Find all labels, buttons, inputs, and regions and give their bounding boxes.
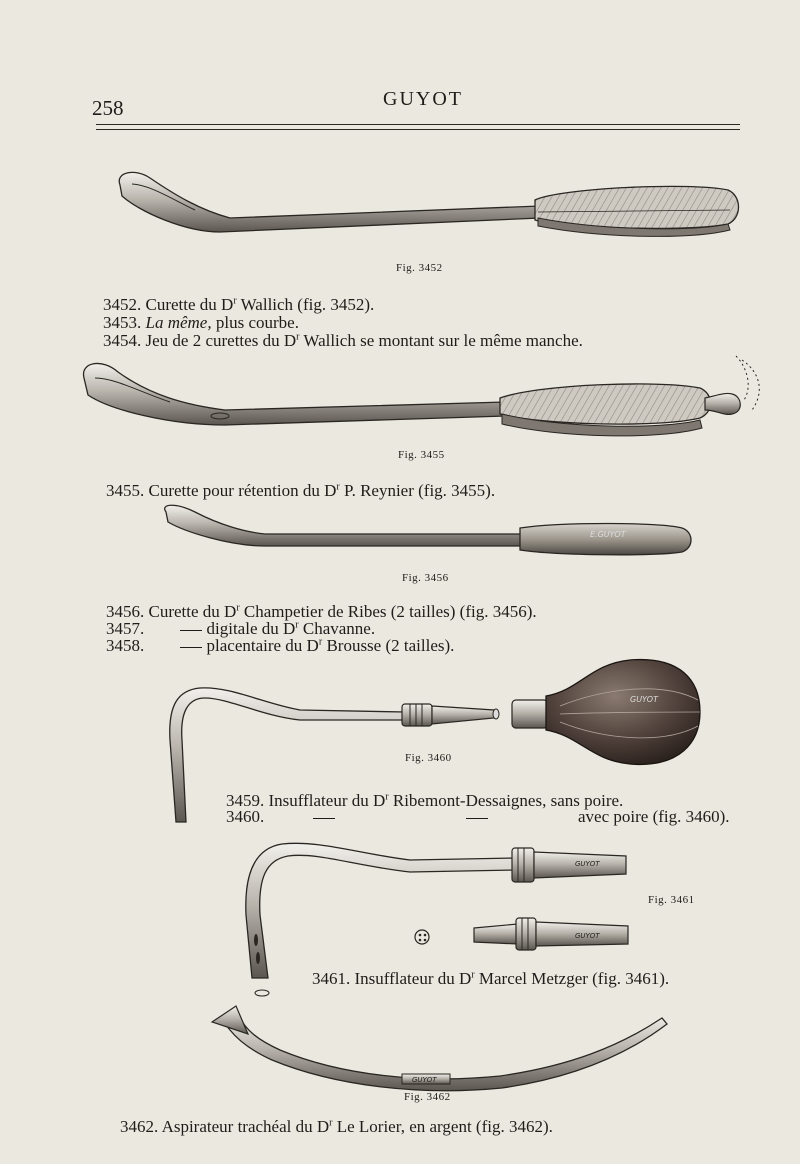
entry-text: Le Lorier, en argent (fig. 3462). (332, 1117, 553, 1136)
entry-text: Curette du D (145, 295, 234, 314)
entry-sup: r (336, 481, 340, 493)
entry-text: Ribemont-Dessaignes, sans poire. (388, 791, 624, 810)
entry-number: 3456. (106, 602, 145, 621)
entry-number: 3460. (226, 807, 265, 826)
entry-3452 (103, 296, 374, 313)
entry-number: 3457. (106, 619, 145, 638)
entry-3457 (106, 620, 375, 637)
entry-number: 3462. (120, 1117, 159, 1136)
fig-3452-drawing (119, 172, 738, 236)
entry-sup: r (385, 791, 389, 803)
running-head: GUYOT (383, 88, 463, 110)
entry-3456 (106, 603, 537, 620)
ditto-dash (180, 647, 202, 648)
entry-3453 (103, 314, 299, 331)
entry-sup: r (329, 1117, 333, 1129)
entry-sup: r (233, 295, 237, 307)
fig-3460-caption: Fig. 3460 (405, 752, 452, 764)
fig-3456-caption: Fig. 3456 (402, 572, 449, 584)
fig-3462-caption: Fig. 3462 (404, 1091, 451, 1103)
entry-text: Wallich (fig. 3452). (236, 295, 375, 314)
entry-3462 (120, 1118, 553, 1135)
fig-3461-brand-1: GUYOT (575, 860, 600, 868)
entry-3460 (226, 808, 264, 825)
fig-3462-drawing (212, 1006, 667, 1091)
entry-3455 (106, 482, 495, 499)
entry-text: Brousse (2 tailles). (322, 636, 455, 655)
entry-text: placentaire du D (206, 636, 319, 655)
entry-number: 3461. (312, 969, 351, 988)
fig-3455-drawing (84, 356, 760, 436)
entry-text: Aspirateur trachéal du D (161, 1117, 330, 1136)
entry-number: 3453. (103, 313, 142, 332)
entry-text: Curette pour rétention du D (148, 481, 337, 500)
entry-italic: La même, (145, 313, 212, 332)
entry-number: 3452. (103, 295, 142, 314)
entry-text: Insufflateur du D (354, 969, 472, 988)
entry-number: 3458. (106, 636, 145, 655)
fig-3456-drawing (165, 505, 691, 555)
entry-text: Chavanne. (298, 619, 376, 638)
entry-3459 (226, 792, 623, 809)
entry-text: Curette du D (148, 602, 237, 621)
fig-3462-brand: GUYOT (412, 1076, 437, 1084)
ditto-dash (466, 818, 488, 819)
page-number: 258 (92, 96, 124, 120)
entry-sup: r (296, 331, 300, 343)
entry-number: 3454. (103, 331, 142, 350)
fig-3460-brand: GUYOT (630, 695, 658, 704)
fig-3456-brand: E.GUYOT (590, 530, 626, 539)
entry-text: plus courbe. (211, 313, 299, 332)
entry-text: digitale du D (206, 619, 296, 638)
entry-text: Jeu de 2 curettes du D (145, 331, 297, 350)
entry-sup: r (318, 636, 323, 648)
fig-3461-caption: Fig. 3461 (648, 894, 695, 906)
ditto-dash (180, 630, 202, 631)
fig-3461-brand-2: GUYOT (575, 932, 600, 940)
entry-text: Insufflateur du D (268, 791, 386, 810)
entry-text: Wallich se montant sur le même manche. (299, 331, 583, 350)
ditto-dash (313, 818, 335, 819)
entry-sup: r (295, 619, 299, 631)
entry-3454 (103, 332, 583, 349)
fig-3455-caption: Fig. 3455 (398, 449, 445, 461)
entry-text: Champetier de Ribes (2 tailles) (fig. 3456). (239, 602, 537, 621)
fig-3452-caption: Fig. 3452 (396, 262, 443, 274)
entry-sup: r (236, 602, 240, 614)
entry-number: 3459. (226, 791, 265, 810)
entry-3460-text: avec poire (fig. 3460). (578, 807, 730, 826)
entry-3458 (106, 637, 454, 654)
entry-sup: r (471, 969, 475, 981)
entry-number: 3455. (106, 481, 145, 500)
entry-text: Marcel Metzger (fig. 3461). (474, 969, 670, 988)
entry-text: P. Reynier (fig. 3455). (339, 481, 496, 500)
entry-3461 (312, 970, 669, 987)
